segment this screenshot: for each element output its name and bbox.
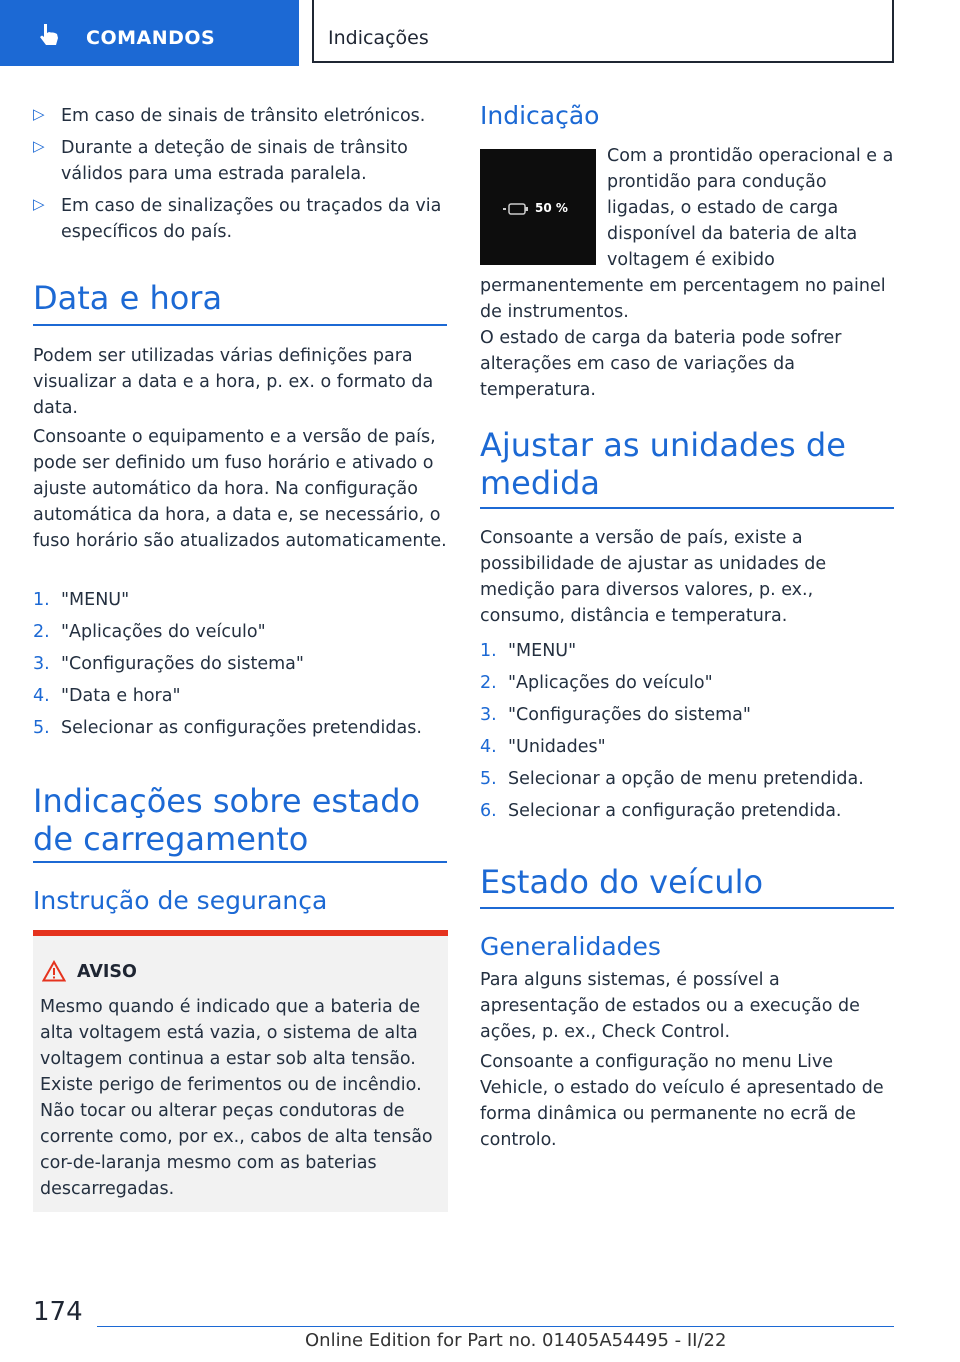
step-text: "Unidades" — [508, 737, 606, 757]
list-item — [480, 801, 900, 821]
paragraph: Consoante a configuração no menu Live Vehicle, o estado do veículo é apresentado de forma dinâmica ou permanente no ecrã de controlo. — [480, 1052, 884, 1150]
list-item — [33, 590, 453, 610]
step-number: 2. — [480, 673, 497, 693]
hand-pointer-icon — [36, 22, 62, 48]
list-item — [480, 769, 900, 789]
bullet-text: Em caso de sinais de trânsito eletrónicos. — [61, 106, 426, 126]
warning-text: Mesmo quando é indicado que a bateria de alta voltagem está vazia, o sistema de alta voltagem continua a estar sob alta tensão. Existe perigo de ferimentos ou de incêndio. Não tocar ou alterar peças condutoras de corrente como, por ex., cabos de alta tensão cor-de-laranja mesmo com as baterias descarregadas. — [40, 997, 433, 1199]
list-item — [33, 103, 448, 129]
list-item — [33, 718, 453, 738]
footer-rule — [97, 1326, 894, 1327]
step-number: 5. — [480, 769, 497, 789]
step-number: 4. — [480, 737, 497, 757]
list-item — [33, 686, 453, 706]
list-item — [33, 193, 448, 245]
list-item — [33, 622, 453, 642]
warning-box — [33, 930, 448, 1212]
charge-value: 50 % — [535, 201, 568, 215]
step-text: "Configurações do sistema" — [61, 654, 304, 674]
step-number: 5. — [33, 718, 50, 738]
heading-rule — [33, 324, 447, 326]
paragraph: Consoante o equipamento e a versão de país, pode ser definido um fuso horário e ativado o ajuste automático da hora. Na configuração automática da hora, a data e, se necessário, o fuso horário são atualizados automaticamente. — [33, 427, 447, 551]
heading-safety: Instrução de segurança — [33, 886, 328, 915]
footer-text: Online Edition for Part no. 01405A54495 - II/22 — [305, 1330, 727, 1351]
list-item — [480, 737, 900, 757]
step-number: 4. — [33, 686, 50, 706]
step-text: "Data e hora" — [61, 686, 181, 706]
heading-rule — [480, 507, 894, 509]
step-text: "MENU" — [508, 641, 577, 661]
list-item — [33, 654, 453, 674]
heading-rule — [33, 861, 447, 863]
step-number: 3. — [480, 705, 497, 725]
step-text: Selecionar a configuração pretendida. — [508, 801, 842, 821]
heading-rule — [480, 907, 894, 909]
paragraph: Consoante a versão de país, existe a possibilidade de ajustar as unidades de medição para diversos valores, p. ex., consumo, distância e temperatura. — [480, 528, 827, 626]
bullet-marker: ▷ — [33, 105, 45, 123]
section-tab[interactable] — [0, 0, 299, 66]
step-text: "Configurações do sistema" — [508, 705, 751, 725]
step-text: "Aplicações do veículo" — [61, 622, 266, 642]
page-number: 174 — [33, 1297, 83, 1327]
list-item — [480, 705, 900, 725]
step-text: "MENU" — [61, 590, 130, 610]
step-number: 1. — [33, 590, 50, 610]
list-item — [480, 673, 900, 693]
heading-general: Generalidades — [480, 932, 661, 961]
paragraph: Com a prontidão operacional e a prontidão para condução ligadas, o estado de carga disponível da bateria de alta voltagem é exibido permanentemente em percentagem no painel de instrumentos. — [480, 146, 894, 322]
step-number: 2. — [33, 622, 50, 642]
heading-indication: Indicação — [480, 101, 600, 130]
warning-triangle-icon — [42, 960, 66, 982]
heading-vehicle-status: Estado do veículo — [480, 863, 764, 901]
chapter-title: Indicações — [328, 27, 429, 49]
bullet-text: Durante a deteção de sinais de trânsito válidos para uma estrada paralela. — [61, 138, 408, 184]
step-number: 1. — [480, 641, 497, 661]
list-item — [480, 641, 900, 661]
bullet-text: Em caso de sinalizações ou traçados da via específicos do país. — [61, 196, 442, 242]
section-title: COMANDOS — [86, 27, 216, 49]
heading-charge-status: Indicações sobre estado de carregamento — [33, 782, 421, 858]
step-text: Selecionar as configurações pretendidas. — [61, 718, 422, 738]
paragraph: Podem ser utilizadas várias definições para visualizar a data e a hora, p. ex. o formato da data. — [33, 346, 434, 418]
step-number: 6. — [480, 801, 497, 821]
bullet-marker: ▷ — [33, 137, 45, 155]
step-text: Selecionar a opção de menu pretendida. — [508, 769, 864, 789]
step-text: "Aplicações do veículo" — [508, 673, 713, 693]
paragraph: O estado de carga da bateria pode sofrer alterações em caso de variações da temperatura. — [480, 328, 842, 400]
heading-units: Ajustar as unidades de medida — [480, 426, 846, 502]
chapter-tab — [312, 0, 894, 63]
paragraph: Para alguns sistemas, é possível a apresentação de estados ou a execução de ações, p. ex., Check Control. — [480, 970, 860, 1042]
bullet-marker: ▷ — [33, 195, 45, 213]
heading-date-time: Data e hora — [33, 279, 223, 317]
step-number: 3. — [33, 654, 50, 674]
list-item — [33, 135, 448, 187]
warning-title: AVISO — [77, 962, 137, 982]
